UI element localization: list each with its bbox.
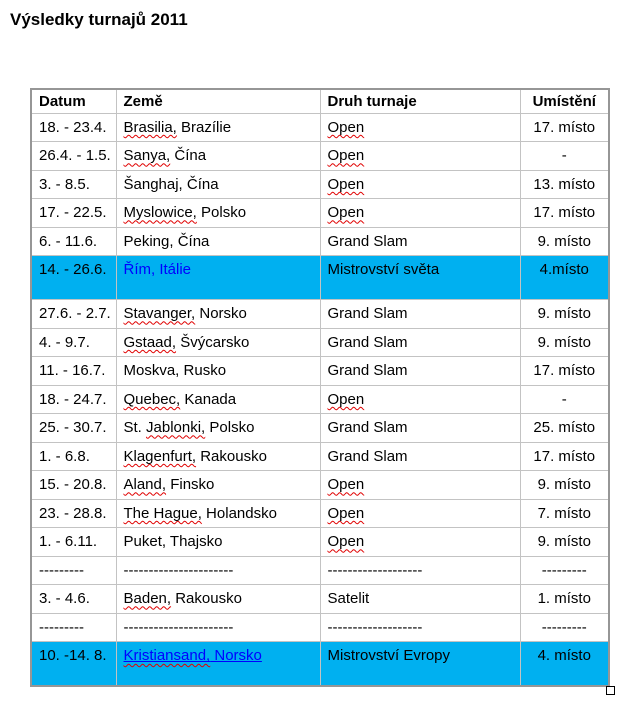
tournament-type-cell xyxy=(320,642,520,686)
date-cell: 3. - 8.5. xyxy=(31,170,116,199)
placement-cell: - xyxy=(520,385,609,414)
misspelled-text: Aland, xyxy=(123,476,167,494)
country-cell xyxy=(116,142,320,171)
country-text: Puket, Thajsko xyxy=(123,533,223,551)
country-text: Norsko xyxy=(210,647,262,664)
country-text: Norsko xyxy=(195,305,247,323)
country-text: Brazílie xyxy=(176,118,232,136)
table-row xyxy=(31,142,609,171)
date-cell: 6. - 11.6. xyxy=(31,227,116,256)
table-row xyxy=(31,642,609,686)
placement-cell: 17. místo xyxy=(520,357,609,386)
tournament-type-cell xyxy=(320,528,520,557)
page-title: Výsledky turnajů 2011 xyxy=(10,10,188,29)
country-cell xyxy=(116,585,320,614)
table-row xyxy=(31,300,609,329)
tournament-type-cell xyxy=(320,471,520,500)
table-row xyxy=(31,227,609,256)
tournament-type-text: ------------------- xyxy=(327,618,423,636)
country-cell xyxy=(116,442,320,471)
tournament-type-cell xyxy=(320,170,520,199)
date-cell: 10. -14. 8. xyxy=(31,642,116,686)
placement-cell: 17. místo xyxy=(520,442,609,471)
country-text: Švýcarsko xyxy=(176,333,250,351)
tournament-type-text: ------------------- xyxy=(327,561,423,579)
table-row xyxy=(31,528,609,557)
date-cell: 18. - 23.4. xyxy=(31,113,116,142)
tournament-type-cell xyxy=(320,556,520,585)
table-row xyxy=(31,471,609,500)
country-text: Šanghaj, Čína xyxy=(123,175,219,193)
misspelled-text: Sanya, xyxy=(123,147,171,165)
placement-cell: 13. místo xyxy=(520,170,609,199)
country-cell xyxy=(116,199,320,228)
tournament-type-cell xyxy=(320,613,520,642)
placement-cell: --------- xyxy=(520,613,609,642)
country-text: Rakousko xyxy=(196,447,267,465)
date-cell: 3. - 4.6. xyxy=(31,585,116,614)
tournament-type-text: Grand Slam xyxy=(327,447,408,465)
misspelled-text: Open xyxy=(327,504,365,522)
misspelled-text: Brasilia, xyxy=(123,118,177,136)
country-text: Čína xyxy=(170,147,207,165)
tournament-type-text: Mistrovství Evropy xyxy=(327,647,451,664)
misspelled-text: Open xyxy=(327,175,365,193)
column-header-zeme: Země xyxy=(116,89,320,113)
placement-cell: 9. místo xyxy=(520,471,609,500)
date-cell: 1. - 6.8. xyxy=(31,442,116,471)
tournament-type-text: Satelit xyxy=(327,590,370,608)
misspelled-text: Myslowice, xyxy=(123,204,197,222)
country-cell xyxy=(116,528,320,557)
date-cell: 25. - 30.7. xyxy=(31,414,116,443)
misspelled-text: Quebec, xyxy=(123,390,181,408)
country-cell xyxy=(116,328,320,357)
country-cell xyxy=(116,613,320,642)
country-text: ---------------------- xyxy=(123,561,234,579)
tournament-type-text: Grand Slam xyxy=(327,333,408,351)
tournament-type-text: Mistrovství světa xyxy=(327,261,440,278)
misspelled-text: The Hague, xyxy=(123,504,202,522)
misspelled-text: Jablonki, xyxy=(146,419,206,437)
misspelled-text: Open xyxy=(327,390,365,408)
misspelled-text: Gstaad, xyxy=(123,333,177,351)
table-row xyxy=(31,328,609,357)
tournament-type-cell xyxy=(320,442,520,471)
country-text: ---------------------- xyxy=(123,618,234,636)
date-cell: --------- xyxy=(31,613,116,642)
country-text: Moskva, Rusko xyxy=(123,362,227,380)
placement-cell: 17. místo xyxy=(520,199,609,228)
date-cell: 26.4. - 1.5. xyxy=(31,142,116,171)
tournament-type-cell xyxy=(320,113,520,142)
table-row xyxy=(31,556,609,585)
table-row xyxy=(31,357,609,386)
column-header-datum: Datum xyxy=(31,89,116,113)
tournament-type-cell xyxy=(320,357,520,386)
date-cell: --------- xyxy=(31,556,116,585)
date-cell: 1. - 6.11. xyxy=(31,528,116,557)
country-text: Rakousko xyxy=(171,590,242,608)
results-table-body xyxy=(31,113,609,686)
tournament-type-cell xyxy=(320,199,520,228)
misspelled-text: Klagenfurt, xyxy=(123,447,197,465)
tournament-type-cell xyxy=(320,256,520,300)
tournament-type-cell xyxy=(320,499,520,528)
placement-cell: 25. místo xyxy=(520,414,609,443)
placement-cell: - xyxy=(520,142,609,171)
date-cell: 14. - 26.6. xyxy=(31,256,116,300)
country-text: Polsko xyxy=(205,419,255,437)
placement-cell: 7. místo xyxy=(520,499,609,528)
table-row xyxy=(31,199,609,228)
misspelled-text: Open xyxy=(327,476,365,494)
misspelled-text: Stavanger, xyxy=(123,305,196,323)
country-cell xyxy=(116,170,320,199)
date-cell: 18. - 24.7. xyxy=(31,385,116,414)
country-text: Polsko xyxy=(196,204,247,222)
misspelled-text: Open xyxy=(327,118,365,136)
country-text: Peking, Čína xyxy=(123,232,210,250)
table-row xyxy=(31,385,609,414)
country-link[interactable] xyxy=(124,647,262,664)
table-row xyxy=(31,414,609,443)
date-cell: 23. - 28.8. xyxy=(31,499,116,528)
date-cell: 11. - 16.7. xyxy=(31,357,116,386)
country-cell xyxy=(116,113,320,142)
column-header-druh-turnaje: Druh turnaje xyxy=(320,89,520,113)
placement-cell: 17. místo xyxy=(520,113,609,142)
date-cell: 17. - 22.5. xyxy=(31,199,116,228)
country-cell xyxy=(116,499,320,528)
table-row xyxy=(31,256,609,300)
country-text: St. xyxy=(123,419,147,437)
table-row xyxy=(31,499,609,528)
country-cell xyxy=(116,227,320,256)
tournament-type-text: Grand Slam xyxy=(327,305,408,323)
country-highlighted-text xyxy=(124,261,192,278)
date-cell: 4. - 9.7. xyxy=(31,328,116,357)
table-row xyxy=(31,613,609,642)
tournament-type-text: Grand Slam xyxy=(327,419,408,437)
table-resize-handle[interactable] xyxy=(606,686,615,695)
tournament-type-cell xyxy=(320,227,520,256)
date-cell: 27.6. - 2.7. xyxy=(31,300,116,329)
country-cell xyxy=(116,300,320,329)
tournament-type-cell xyxy=(320,385,520,414)
country-cell xyxy=(116,357,320,386)
misspelled-text: Open xyxy=(327,147,365,165)
country-cell xyxy=(116,256,320,300)
column-header-umisteni: Umístění xyxy=(520,89,609,113)
country-text: Kanada xyxy=(180,390,237,408)
misspelled-text: Open xyxy=(327,204,365,222)
tournament-type-cell xyxy=(320,300,520,329)
tournament-type-text: Grand Slam xyxy=(327,362,408,380)
placement-cell: 9. místo xyxy=(520,300,609,329)
placement-cell: 9. místo xyxy=(520,528,609,557)
table-row xyxy=(31,585,609,614)
country-text: Řím, Itálie xyxy=(123,261,192,278)
country-cell xyxy=(116,414,320,443)
tournament-type-text: Grand Slam xyxy=(327,232,408,250)
table-row xyxy=(31,113,609,142)
tournament-type-cell xyxy=(320,328,520,357)
tournament-type-cell xyxy=(320,414,520,443)
placement-cell: 4.místo xyxy=(520,256,609,300)
misspelled-text: Baden, xyxy=(123,590,172,608)
placement-cell: 9. místo xyxy=(520,328,609,357)
results-table xyxy=(30,88,610,687)
country-cell xyxy=(116,471,320,500)
country-cell xyxy=(116,385,320,414)
misspelled-text: Open xyxy=(327,533,365,551)
table-row xyxy=(31,170,609,199)
country-text: Finsko xyxy=(166,476,215,494)
placement-cell: 1. místo xyxy=(520,585,609,614)
table-row xyxy=(31,442,609,471)
placement-cell: 9. místo xyxy=(520,227,609,256)
placement-cell: 4. místo xyxy=(520,642,609,686)
country-cell xyxy=(116,556,320,585)
date-cell: 15. - 20.8. xyxy=(31,471,116,500)
misspelled-text: Kristiansand, xyxy=(123,647,211,664)
country-cell xyxy=(116,642,320,686)
tournament-type-cell xyxy=(320,142,520,171)
country-text: Holandsko xyxy=(201,504,277,522)
table-header-row xyxy=(31,89,609,113)
tournament-type-cell xyxy=(320,585,520,614)
placement-cell: --------- xyxy=(520,556,609,585)
